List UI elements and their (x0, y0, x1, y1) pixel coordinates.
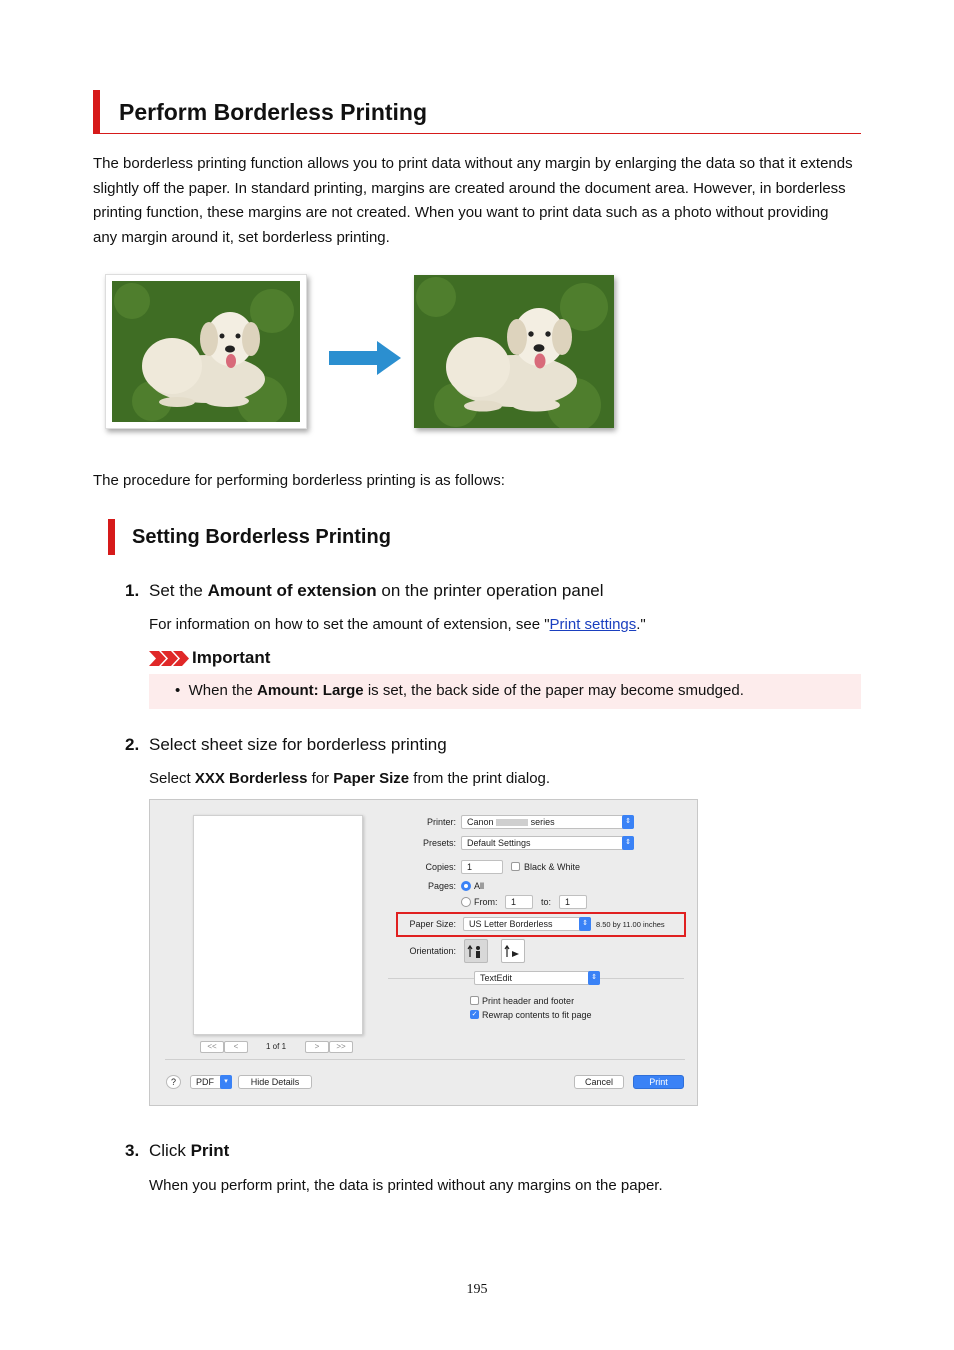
intro-paragraph: The borderless printing function allows you to print data without any margin by enlarging the data so that it extends slightly off the paper. In standard printing, margins are created around the document area. However, in borderless printing function, these margins are not created. When you want to print data such as a photo without providing any margin around it, set borderless printing. (93, 155, 853, 246)
pages-all-label: All (474, 881, 485, 891)
pages-to-input[interactable]: 1 (559, 895, 587, 909)
step-1-number: 1. (125, 581, 140, 600)
page-number: 195 (466, 1282, 488, 1297)
black-white-checkbox[interactable] (511, 862, 520, 871)
important-label: Important (192, 648, 271, 667)
rewrap-checkbox[interactable]: ✓ (471, 1011, 478, 1018)
landscape-icon (504, 942, 522, 960)
pager-last-button[interactable]: >> (329, 1041, 353, 1053)
print-button[interactable]: Print (633, 1075, 684, 1089)
copies-label: Copies: (425, 862, 456, 872)
presets-label: Presets: (422, 838, 456, 848)
cancel-button[interactable]: Cancel (574, 1075, 624, 1089)
chevron-down-icon: ▾ (220, 1075, 232, 1089)
paper-size-select[interactable]: US Letter Borderless ⇕ (463, 917, 591, 931)
photo-borderless (414, 275, 614, 428)
presets-select[interactable]: Default Settings ⇕ (461, 836, 634, 850)
pages-range-radio[interactable] (461, 897, 471, 907)
black-white-label: Black & White (524, 862, 581, 872)
paper-size-dims: 8.50 by 11.00 inches (596, 920, 665, 929)
print-settings-link[interactable]: Print settings (549, 616, 637, 633)
header-footer-checkbox[interactable] (470, 996, 479, 1005)
dog-image (112, 281, 300, 422)
select-arrows-icon: ⇕ (622, 815, 634, 829)
step-3-number: 3. (125, 1141, 140, 1160)
step-3-body: When you perform print, the data is printed without any margins on the paper. (149, 1177, 663, 1194)
portrait-icon (467, 942, 485, 960)
rewrap-label: Rewrap contents to fit page (482, 1010, 592, 1020)
orientation-label: Orientation: (409, 946, 456, 956)
procedure-text: The procedure for performing borderless printing is as follows: (93, 472, 505, 489)
landscape-button[interactable] (501, 939, 525, 963)
pager-next-button[interactable]: > (305, 1041, 329, 1053)
pages-from-input[interactable]: 1 (505, 895, 533, 909)
printer-label: Printer: (426, 817, 456, 827)
step-2-body: Select XXX Borderless for Paper Size from the print dialog. (149, 770, 551, 787)
app-options-select[interactable]: TextEdit ⇕ (474, 971, 600, 985)
copies-input[interactable]: 1 (461, 860, 503, 874)
pdf-menu-button[interactable]: PDF ▾ (190, 1075, 232, 1089)
portrait-button[interactable] (464, 939, 488, 963)
page-title: Perform Borderless Printing (119, 99, 428, 125)
important-chevrons-icon (149, 651, 189, 666)
step-3-title: Click Print (149, 1141, 230, 1160)
print-preview (193, 815, 363, 1035)
pager-status: 1 of 1 (266, 1042, 287, 1051)
select-arrows-icon: ⇕ (588, 971, 600, 985)
dog-image (414, 275, 614, 428)
photo-with-margin (105, 274, 307, 429)
hide-details-button[interactable]: Hide Details (238, 1075, 312, 1089)
help-button[interactable]: ? (166, 1075, 181, 1089)
redacted-model (496, 819, 528, 826)
pager-prev-button[interactable]: < (224, 1041, 248, 1053)
step-1-body: For information on how to set the amount of extension, see "Print settings." (149, 616, 646, 633)
select-arrows-icon: ⇕ (579, 917, 591, 931)
pages-to-label: to: (541, 897, 552, 907)
step-2-title: Select sheet size for borderless printing (149, 735, 447, 754)
select-arrows-icon: ⇕ (622, 836, 634, 850)
dialog-footer-divider (165, 1059, 685, 1060)
section-heading (108, 519, 391, 555)
pages-label: Pages: (427, 881, 456, 891)
bullet: • (175, 682, 181, 699)
section-title: Setting Borderless Printing (132, 526, 391, 548)
arrow-right-icon (329, 341, 401, 375)
pager-first-button[interactable]: << (200, 1041, 224, 1053)
important-box (149, 674, 861, 709)
page-heading (93, 90, 861, 134)
preview-pager (200, 1041, 360, 1055)
step-2-number: 2. (125, 735, 140, 754)
header-footer-label: Print header and footer (482, 996, 575, 1006)
print-dialog (149, 799, 698, 1106)
step-1-title: Set the Amount of extension on the printer operation panel (149, 581, 604, 600)
paper-size-label: Paper Size: (409, 919, 456, 929)
pages-from-label: From: (474, 897, 498, 907)
pages-all-radio[interactable] (461, 881, 471, 891)
important-text: • When the Amount: Large is set, the back side of the paper may become smudged. (175, 682, 744, 699)
printer-select[interactable]: Canon series ⇕ (461, 815, 634, 829)
